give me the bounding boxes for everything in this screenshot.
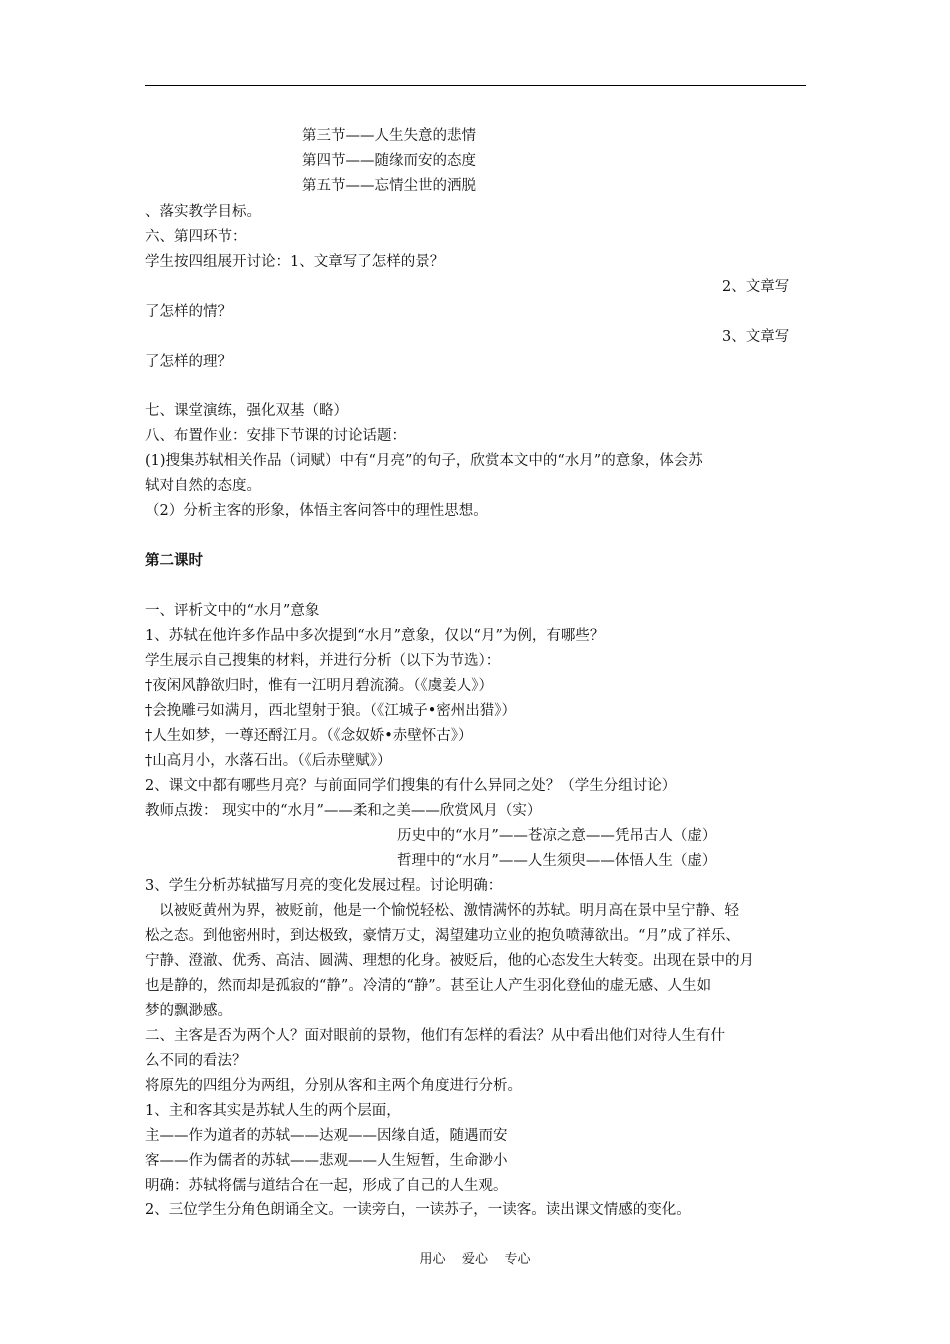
outline-line-3: 第三节——人生失意的悲情 — [302, 128, 476, 144]
paragraph-line: 梦的飘渺感。 — [145, 1003, 232, 1019]
paragraph-line: 以被贬黄州为界，被贬前，他是一个愉悦轻松、激情满怀的苏轼。明月高在景中呈宁静、轻 — [159, 903, 739, 919]
text-line: 、落实教学目标。 — [145, 204, 261, 220]
text-line: 3、学生分析苏轼描写月亮的变化发展过程。讨论明确： — [145, 878, 503, 894]
text-line: 轼对自然的态度。 — [145, 478, 261, 494]
paragraph-line: 也是静的，然而却是孤寂的“静”。冷清的“静”。甚至让人产生羽化登仙的虚无感、人生如 — [145, 978, 712, 994]
outline-line-5: 第五节——忘情尘世的洒脱 — [302, 178, 476, 194]
text-line: 了怎样的理？ — [145, 354, 232, 370]
text-line: (1)搜集苏轼相关作品（词赋）中有“月亮”的句子，欣赏本文中的“水月”的意象，体会苏 — [145, 453, 703, 469]
text-line: 2、课文中都有哪些月亮？与前面同学们搜集的有什么异同之处？（学生分组讨论） — [145, 778, 677, 794]
text-line: 么不同的看法？ — [145, 1053, 247, 1069]
section-heading-6: 六、第四环节： — [145, 229, 247, 245]
section-heading-1: 一、评析文中的“水月”意象 — [145, 603, 320, 619]
text-line: 将原先的四组分为两组，分别从客和主两个角度进行分析。 — [145, 1078, 522, 1094]
text-line: 明确：苏轼将儒与道结合在一起，形成了自己的人生观。 — [145, 1178, 508, 1194]
text-line: 1、苏轼在他许多作品中多次提到“水月”意象，仅以“月”为例，有哪些？ — [145, 628, 605, 644]
section-heading-8: 八、布置作业：安排下节课的讨论话题： — [145, 428, 406, 444]
text-line: 了怎样的情？ — [145, 304, 232, 320]
header-rule — [145, 85, 806, 86]
paragraph-line: 松之态。到他密州时，到达极致，豪情万丈，渴望建功立业的抱负喷薄欲出。“月”成了祥乐、 — [145, 928, 740, 944]
text-line: 2、文章写 — [722, 279, 790, 295]
text-line: 教师点拨： 现实中的“水月”——柔和之美——欣赏风月（实） — [145, 803, 542, 819]
text-line: 3、文章写 — [722, 329, 790, 345]
text-line: 学生按四组展开讨论：1、文章写了怎样的景？ — [145, 254, 445, 270]
text-line: 学生展示自己搜集的材料，并进行分析（以下为节选）： — [145, 653, 501, 669]
section-heading-2: 二、主客是否为两个人？面对眼前的景物，他们有怎样的看法？从中看出他们对待人生有什 — [145, 1028, 725, 1044]
section-heading-7: 七、课堂演练，强化双基（略） — [145, 403, 348, 419]
quote-line: †会挽雕弓如满月，西北望射于狼。（《江城子•密州出猎》） — [145, 703, 517, 719]
text-line: 哲理中的“水月”——人生须臾——体悟人生（虚） — [397, 853, 717, 869]
text-line: （2）分析主客的形象，体悟主客问答中的理性思想。 — [145, 503, 488, 519]
paragraph-line: 宁静、澄澈、优秀、高洁、圆满、理想的化身。被贬后，他的心态发生大转变。出现在景中的月 — [145, 953, 754, 969]
text-line: 客——作为儒者的苏轼——悲观——人生短暂，生命渺小 — [145, 1153, 508, 1169]
quote-line: †人生如梦，一尊还酹江月。（《念奴娇•赤壁怀古》） — [145, 728, 473, 744]
quote-line: †夜闲风静欲归时，惟有一江明月碧流漪。（《虞姜人》） — [145, 678, 493, 694]
quote-line: †山高月小，水落石出。（《后赤壁赋》） — [145, 753, 392, 769]
text-line: 历史中的“水月”——苍凉之意——凭吊古人（虚） — [397, 828, 717, 844]
text-line: 1、主和客其实是苏轼人生的两个层面， — [145, 1103, 401, 1119]
page-footer: 用心 爱心 专心 — [419, 1252, 531, 1267]
lesson-title: 第二课时 — [145, 552, 203, 569]
text-line: 主——作为道者的苏轼——达观——因缘自适，随遇而安 — [145, 1128, 508, 1144]
text-line: 2、三位学生分角色朗诵全文。一读旁白，一读苏子，一读客。读出课文情感的变化。 — [145, 1202, 691, 1218]
outline-line-4: 第四节——随缘而安的态度 — [302, 153, 476, 169]
